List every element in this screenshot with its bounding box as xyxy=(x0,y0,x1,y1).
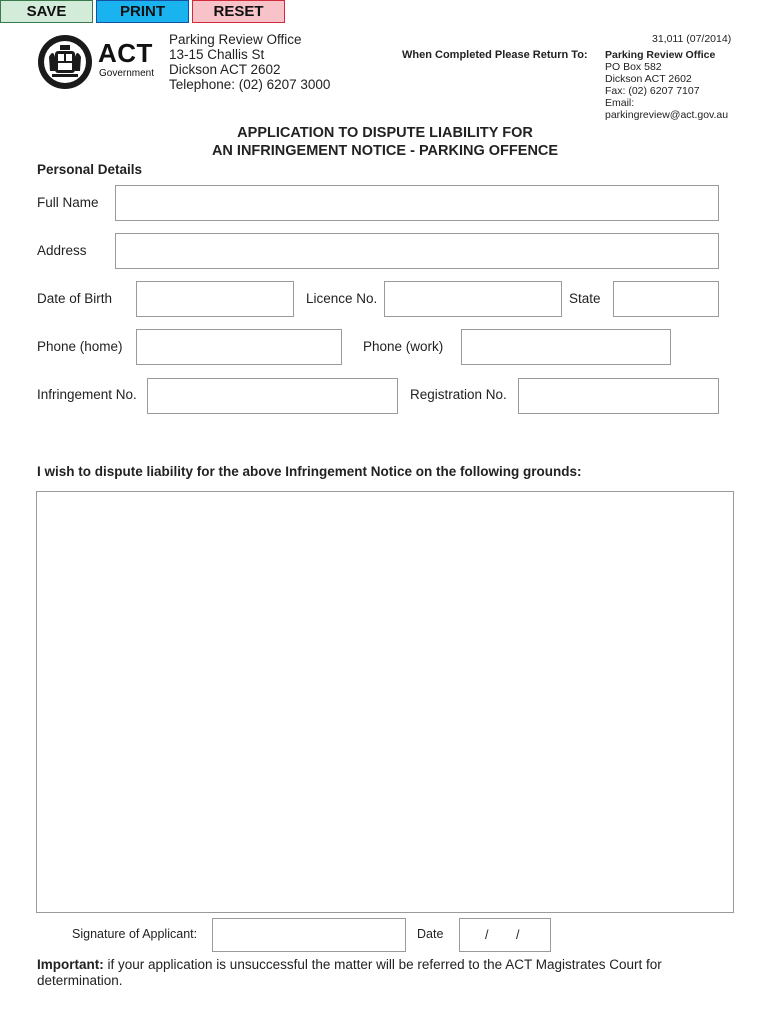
licence-label: Licence No. xyxy=(306,291,378,306)
save-button[interactable]: SAVE xyxy=(0,0,93,23)
office-line-2: 13-15 Challis St xyxy=(169,47,265,62)
address-field[interactable] xyxy=(115,233,719,269)
dob-label: Date of Birth xyxy=(37,291,113,306)
signature-label: Signature of Applicant: xyxy=(72,927,198,941)
signature-field[interactable] xyxy=(212,918,406,952)
date-separator-1: / xyxy=(485,928,489,942)
full-name-field[interactable] xyxy=(115,185,719,221)
form-code: 31,011 (07/2014) xyxy=(652,33,732,45)
address-label: Address xyxy=(37,243,87,258)
office-telephone: Telephone: (02) 6207 3000 xyxy=(169,77,331,92)
licence-field[interactable] xyxy=(384,281,562,317)
government-subtitle: Government xyxy=(99,68,155,79)
return-fax: Fax: (02) 6207 7107 xyxy=(605,85,700,97)
licence-input[interactable] xyxy=(385,282,561,316)
infringement-input[interactable] xyxy=(148,379,397,413)
print-button[interactable]: PRINT xyxy=(96,0,189,23)
form-title-line-2: AN INFRINGEMENT NOTICE - PARKING OFFENCE xyxy=(211,143,559,159)
phone-work-input[interactable] xyxy=(462,330,670,364)
important-note-line-2: determination. xyxy=(37,973,123,988)
important-label: Important: xyxy=(37,957,104,972)
infringement-label: Infringement No. xyxy=(37,387,137,402)
registration-label: Registration No. xyxy=(410,387,507,402)
phone-home-input[interactable] xyxy=(137,330,341,364)
return-line-2: Dickson ACT 2602 xyxy=(605,73,692,85)
grounds-textarea[interactable] xyxy=(36,491,734,913)
full-name-input[interactable] xyxy=(116,186,718,220)
state-field[interactable] xyxy=(613,281,719,317)
phone-work-label: Phone (work) xyxy=(363,339,444,354)
phone-home-label: Phone (home) xyxy=(37,339,123,354)
office-line-1: Parking Review Office xyxy=(169,32,302,47)
office-line-3: Dickson ACT 2602 xyxy=(169,62,281,77)
state-input[interactable] xyxy=(614,282,718,316)
act-government-logo xyxy=(36,33,156,91)
date-separator-2: / xyxy=(516,928,520,942)
form-title-line-1: APPLICATION TO DISPUTE LIABILITY FOR xyxy=(237,125,533,141)
act-crest-icon xyxy=(36,33,96,91)
registration-input[interactable] xyxy=(519,379,718,413)
return-line-1: PO Box 582 xyxy=(605,61,662,73)
return-email-label: Email: xyxy=(605,97,635,109)
phone-home-field[interactable] xyxy=(136,329,342,365)
address-input[interactable] xyxy=(116,234,718,268)
act-wordmark: ACT xyxy=(98,38,153,68)
state-label: State xyxy=(569,291,601,306)
phone-work-field[interactable] xyxy=(461,329,671,365)
personal-details-heading: Personal Details xyxy=(37,162,143,177)
dob-field[interactable] xyxy=(136,281,294,317)
important-text: if your application is unsuccessful the matter will be referred to the ACT Magistrates Court for xyxy=(103,957,662,972)
infringement-field[interactable] xyxy=(147,378,398,414)
return-to-label: When Completed Please Return To: xyxy=(402,49,588,61)
grounds-label: I wish to dispute liability for the above Infringement Notice on the following grounds: xyxy=(37,464,582,479)
dob-input[interactable] xyxy=(137,282,293,316)
registration-field[interactable] xyxy=(518,378,719,414)
date-label: Date xyxy=(417,927,444,941)
full-name-label: Full Name xyxy=(37,195,99,210)
return-email: parkingreview@act.gov.au xyxy=(605,109,729,121)
signature-input[interactable] xyxy=(213,919,405,951)
important-note xyxy=(37,957,662,973)
reset-button[interactable]: RESET xyxy=(192,0,285,23)
date-field[interactable] xyxy=(459,918,551,952)
return-name: Parking Review Office xyxy=(605,49,716,61)
